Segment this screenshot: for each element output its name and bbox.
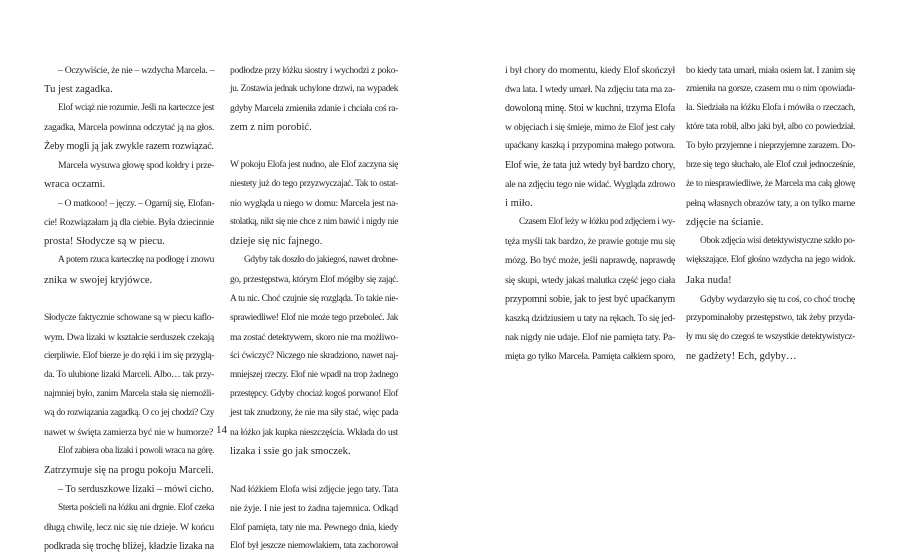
left-page-column-2 <box>230 61 398 556</box>
text-line: podkrada się trochę bliżej, kładzie lizaka na <box>44 541 214 553</box>
text-line: które tata robił, albo jaki był, albo co powiedział. <box>686 122 855 133</box>
text-line: go, przestępstwa, którym Elof mógłby się zająć. <box>230 274 398 285</box>
text-line: nak nigdy nie udaje. Elof nie pamięta taty. Pa- <box>505 331 675 343</box>
text-line: podłodze przy łóżku siostry i wychodzi z poko- <box>230 65 398 76</box>
text-line: ju. Zostawia jednak uchylone drzwi, na wypadek <box>230 84 398 95</box>
text-line: bo kiedy tata umarł, miała osiem lat. I zanim się <box>686 65 855 76</box>
text-line: przypominałoby przestępstwo, tak żeby przyda- <box>686 312 855 323</box>
page-number: 14 <box>216 424 227 436</box>
text-line: – Oczywiście, że nie – wzdycha Marcela. – <box>58 65 215 76</box>
text-line: zem z nim porobić. <box>230 122 312 134</box>
text-line: To było przyjemne i nieprzyjemne zarazem. Do- <box>686 141 855 152</box>
text-line: A tu nic. Choć czujnie się rozgląda. To takie nie- <box>230 293 398 304</box>
text-line: ale na zdjęciu tego nie widać. Wygląda zdrowo <box>505 179 675 191</box>
text-line: Czasem Elof leży w łóżku pod zdjęciem i wy- <box>519 217 675 228</box>
text-line: brze się tego słuchało, ale Elof czuł jednocześnie, <box>686 160 855 171</box>
paragraph-gap <box>44 290 214 309</box>
text-line: mózg. Bo być może, jeśli naprawdę, naprawdę <box>505 255 675 267</box>
text-line: da. To ulubione lizaki Marceli. Albo… tak przy- <box>44 369 214 380</box>
text-line: się skupi, wtedy jakaś malutka część jego ciała <box>505 274 675 286</box>
text-line: cie! Rozwiązałam ją dla ciebie. Była dziecinnie <box>44 217 214 229</box>
text-line: Elof był jeszcze niemowlakiem, tata zachorował <box>230 541 398 552</box>
text-line: przypomni sobie, jak to jest być upaćkanym <box>505 293 675 305</box>
text-line: sprawiedliwe! Elof nie może tego przeboleć. Jak <box>230 312 398 323</box>
text-line: ma zostać detektywem, skoro nie ma możliwo- <box>230 331 398 343</box>
text-line: znika w swojej kryjówce. <box>44 274 153 286</box>
text-line: wraca oczami. <box>44 179 106 191</box>
text-line: lizaka i ssie go jak smoczek. <box>230 445 351 457</box>
text-line: Elof wie, że tata już wtedy był bardzo chory, <box>505 160 675 172</box>
text-line: Elof wciąż nie rozumie. Jeśli na karteczce jest <box>58 103 214 114</box>
text-line: pełną własnych obrazów taty, a on tylko marne <box>686 198 855 210</box>
text-line: że to niesprawiedliwe, że Marcela ma całą głowę <box>686 179 855 190</box>
text-line: kaszką dzidziusiem u taty na rękach. To się jed- <box>505 312 675 324</box>
text-line: jest tak znudzony, że nie ma siły stać, więc pada <box>230 407 398 418</box>
text-line: Nad łóżkiem Elofa wisi zdjęcie jego taty. Tata <box>230 484 398 496</box>
text-line: Elof pamięta, taty nie ma. Pewnego dnia, kiedy <box>230 522 398 534</box>
text-line: Gdyby tak doszło do jakiegoś, nawet drobne- <box>244 255 398 266</box>
right-page-column-1 <box>505 61 675 366</box>
text-line: na łóżko jak kupka nieszczęścia. Wkłada do ust <box>230 426 398 438</box>
text-line: Żeby mogli ją jak zwykle razem rozwiązać. <box>44 141 214 153</box>
text-line: długą chwilę, lecz nic się nie dzieje. W końcu <box>44 522 214 534</box>
text-line: Jaka nuda! <box>686 274 732 286</box>
text-line: – O matkooo! – jęczy. – Ogarnij się, Elofan- <box>58 198 215 210</box>
text-line: nie żyje. I nie jest to żadna tajemnica. Odkąd <box>230 503 398 515</box>
text-line: zdjęcie na ścianie. <box>686 217 764 229</box>
text-line: – To serduszkowe lizaki – mówi cicho. <box>58 484 214 496</box>
text-line: przestępcy. Gdyby chociaż kogoś porwano! Elof <box>230 388 398 399</box>
text-line: stolatką, nikt się nie chce z nim bawić i nigdy nie <box>230 217 398 228</box>
text-line: ły mu się do czegoś te wszystkie detektywistycz- <box>686 331 855 342</box>
text-line: dwa lata. I wtedy umarł. Na zdjęciu tata ma za- <box>505 84 675 96</box>
text-line: cierpliwie. Elof bierze je do ręki i im się przyglą- <box>44 350 214 361</box>
text-line: Słodycze faktycznie schowane są w piecu kaflo- <box>44 312 214 323</box>
text-line: i był chory do momentu, kiedy Elof skończył <box>505 65 675 76</box>
text-line: Gdyby wydarzyło się tu coś, co choć trochę <box>700 293 855 305</box>
text-line: w objęciach i się śmieje, mimo że Elof jest cały <box>505 122 675 134</box>
text-line: Tu jest zagadka. <box>44 84 113 96</box>
text-line: Marcela wysuwa głowę spod kołdry i prze- <box>58 160 215 172</box>
text-line: tęża myśli tak bardzo, że prawie gotuje mu się <box>505 236 675 248</box>
text-line: najmniej było, zanim Marcela stała się niemożli- <box>44 388 214 399</box>
text-line: niestety już do tego przyzwyczajać. Tak to ostat- <box>230 179 398 190</box>
text-line: Elof zabiera oba lizaki i powoli wraca na górę. <box>58 445 214 456</box>
text-line: A potem rzuca karteczkę na podłogę i znowu <box>58 255 214 266</box>
paragraph-gap <box>230 461 398 480</box>
text-line: wym. Dwa lizaki w kształcie serduszek czekają <box>44 331 214 343</box>
text-line: Sterta pościeli na łóżku ani drgnie. Elof czeka <box>58 503 214 514</box>
text-line: ne gadżety! Ech, gdyby… <box>686 350 797 362</box>
text-line: i miło. <box>505 198 533 210</box>
text-line: W pokoju Elofa jest nudno, ale Elof zaczyna się <box>230 160 398 171</box>
text-line: nio wygląda u niego w domu: Marcela jest na- <box>230 198 398 210</box>
text-line: Zatrzymuje się na progu pokoju Marceli. <box>44 464 214 476</box>
text-line: mniejszej rzeczy. Elof nie wpadł na trop żadnego <box>230 369 398 380</box>
text-line: gdyby Marcela zmieniła zdanie i chciała coś ra- <box>230 103 398 115</box>
text-line: ści ćwiczyć? Niczego nie skradziono, nawet naj- <box>230 350 398 361</box>
text-line: większające. Elof głośno wzdycha na jego widok. <box>686 255 855 266</box>
text-line: mięta go tylko Marcela. Pamięta całkiem sporo, <box>505 350 675 362</box>
right-page <box>450 0 900 487</box>
text-line: ła. Siedziała na łóżku Elofa i mówiła o rzeczach, <box>686 103 855 114</box>
text-line: upaćkany kaszką i przypomina małego potwora. <box>505 141 675 152</box>
right-page-column-2 <box>686 61 855 366</box>
left-page <box>0 0 450 553</box>
text-line: dzieje się nic fajnego. <box>230 236 323 248</box>
text-line: zagadka, Marcela powinna odczytać ją na głos. <box>44 122 214 134</box>
left-page-column-1 <box>44 61 214 556</box>
text-line: nawet w święta zamierza być nie w humorze? <box>44 426 214 438</box>
text-line: Obok zdjęcia wisi detektywistyczne szkło po- <box>700 236 855 247</box>
text-line: dowoloną minę. Stoi w kuchni, trzyma Elofa <box>505 103 675 115</box>
text-line: zmieniła na gorsze, czasem mu o nim opowiada- <box>686 84 855 95</box>
text-line: prosta! Słodycze są w piecu. <box>44 236 165 248</box>
text-line: wą do rozwiązania zagadką. O co jej chodzi? Czy <box>44 407 214 418</box>
paragraph-gap <box>230 137 398 156</box>
